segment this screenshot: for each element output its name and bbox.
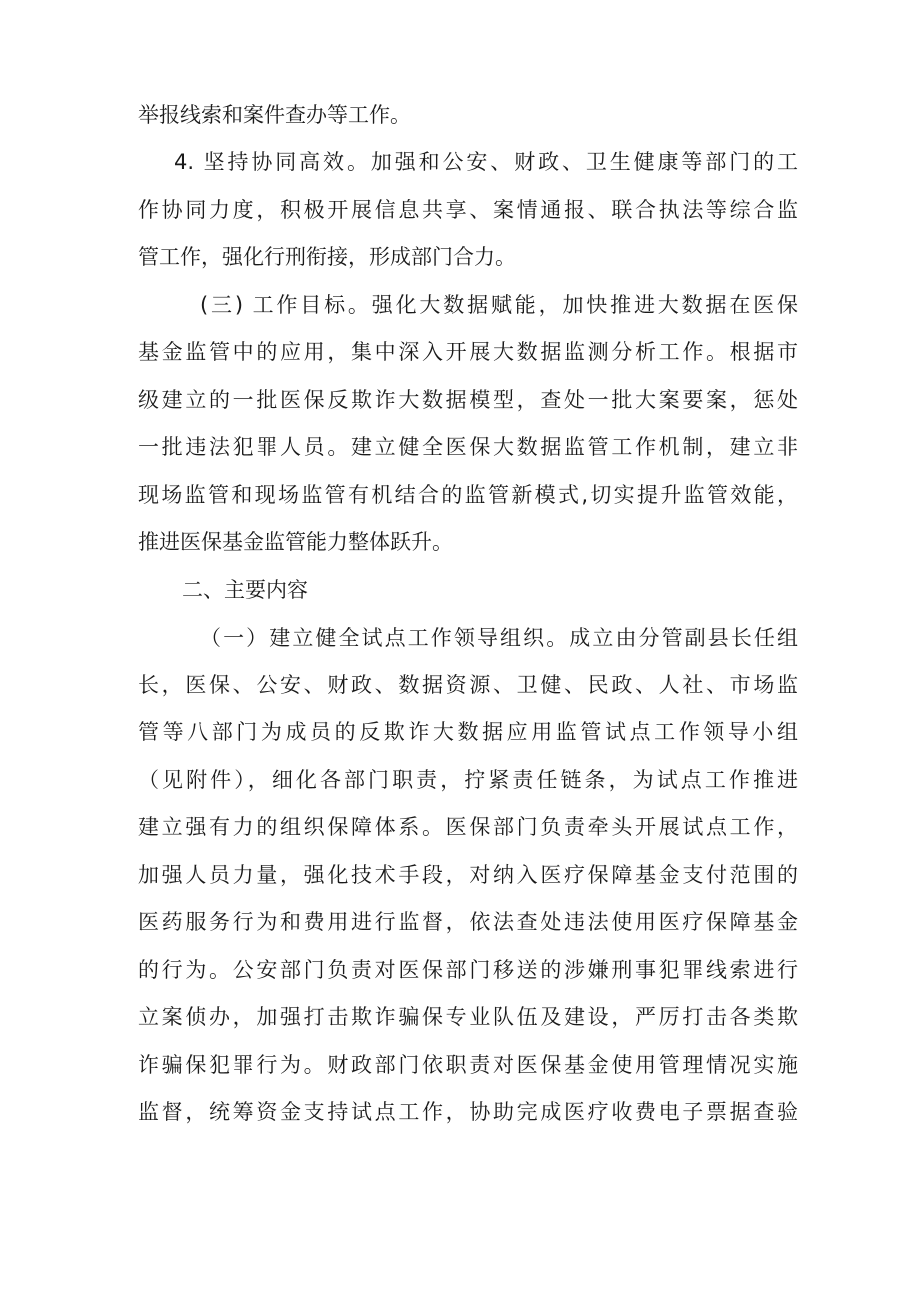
paragraph-line: 现场监管和现场监管有机结合的监管新模式,切实提升监管效能， [138,483,798,507]
paragraph-line: （见附件），细化各部门职责，拧紧责任链条，为试点工作推进 [138,768,798,792]
paragraph-line: 诈骗保犯罪行为。财政部门依职责对医保基金使用管理情况实施 [138,1053,798,1077]
paragraph-line: 管等八部门为成员的反欺诈大数据应用监管试点工作领导小组 [138,720,798,744]
paragraph-line: 基金监管中的应用，集中深入开展大数据监测分析工作。根据市 [138,340,798,364]
paragraph-line: （一）建立健全试点工作领导组织。成立由分管副县长任组 [200,626,798,650]
paragraph-line: 作协同力度，积极开展信息共享、案情通报、联合执法等综合监 [138,198,798,222]
paragraph-line: 医药服务行为和费用进行监督，依法查处违法使用医疗保障基金 [138,910,798,934]
paragraph-line: (三) 工作目标。强化大数据赋能，加快推进大数据在医保 [200,293,798,317]
paragraph-line: 4. 坚持协同高效。加强和公安、财政、卫生健康等部门的工 [174,150,798,174]
paragraph-line: 监督，统筹资金支持试点工作，协助完成医疗收费电子票据查验 [138,1100,798,1124]
paragraph-line: 一批违法犯罪人员。建立健全医保大数据监管工作机制，建立非 [138,435,798,459]
paragraph-line: 级建立的一批医保反欺诈大数据模型，查处一批大案要案，惩处 [138,388,798,412]
section-heading: 二、主要内容 [182,578,308,602]
paragraph-line: 举报线索和案件查办等工作。 [138,103,411,127]
paragraph-line: 立案侦办，加强打击欺诈骗保专业队伍及建设，严厉打击各类欺 [138,1005,798,1029]
paragraph-line: 的行为。公安部门负责对医保部门移送的涉嫌刑事犯罪线索进行 [138,958,798,982]
paragraph-line: 推进医保基金监管能力整体跃升。 [138,530,453,554]
paragraph-line: 长，医保、公安、财政、数据资源、卫健、民政、人社、市场监 [138,673,798,697]
paragraph-line: 建立强有力的组织保障体系。医保部门负责牵头开展试点工作， [138,815,798,839]
paragraph-line: 管工作，强化行刑衔接，形成部门合力。 [138,245,516,269]
paragraph-line: 加强人员力量，强化技术手段，对纳入医疗保障基金支付范围的 [138,863,798,887]
